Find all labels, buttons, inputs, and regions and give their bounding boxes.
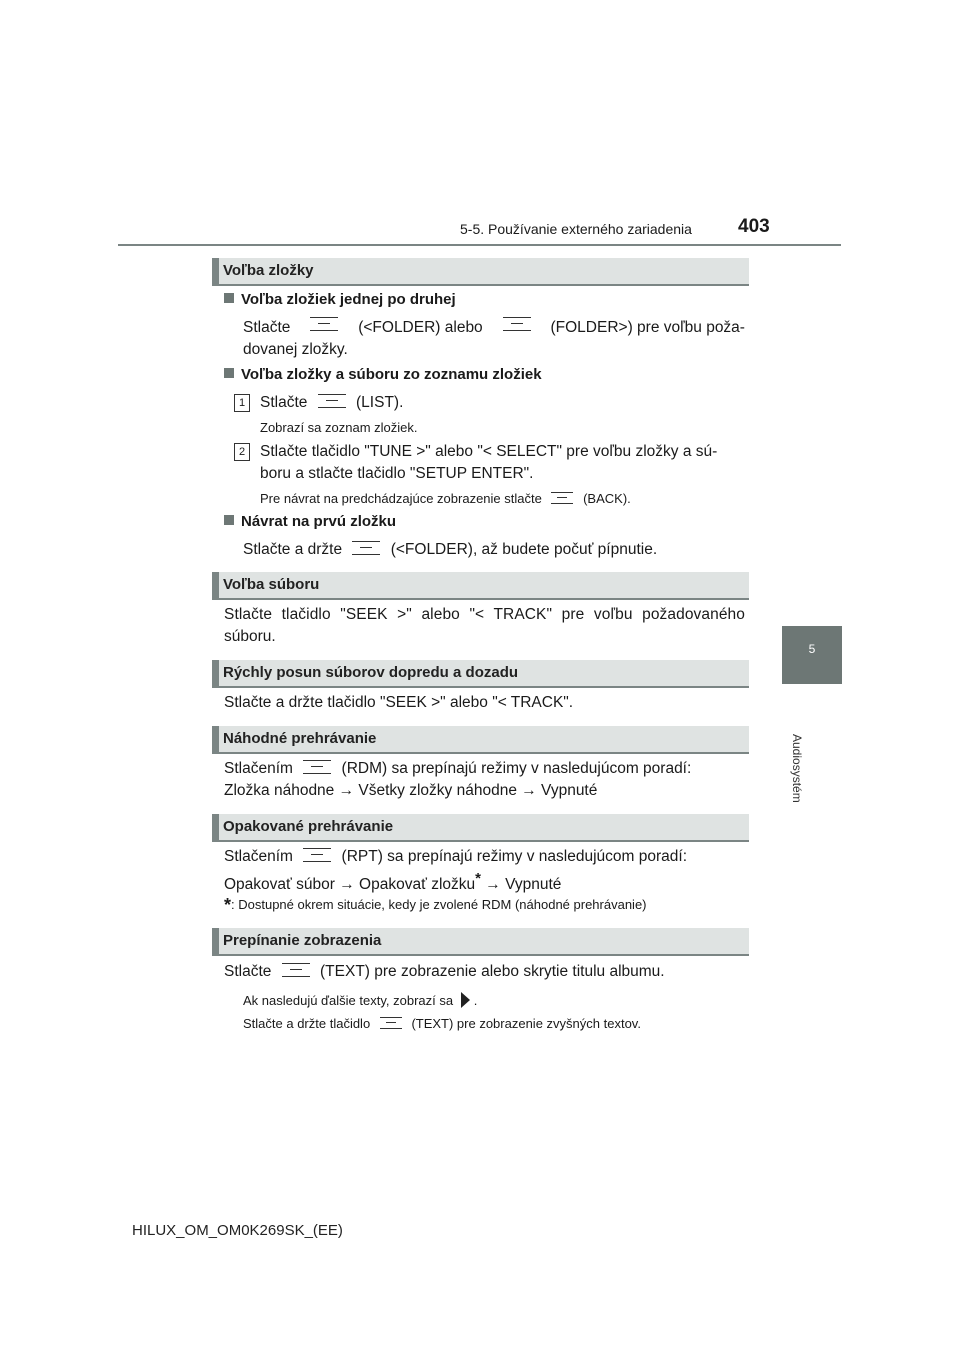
section-header-fast-forward bbox=[212, 660, 749, 688]
button-icon bbox=[310, 317, 338, 331]
text: : Dostupné okrem situácie, kedy je zvolené RDM (náhodné prehrávanie) bbox=[231, 897, 647, 912]
section-title: Opakované prehrávanie bbox=[223, 818, 394, 835]
text: Stlačte tlačidlo "SEEK >" alebo "< TRACK" pre voľbu požadovaného bbox=[224, 606, 745, 623]
square-bullet-icon bbox=[224, 293, 234, 303]
subheading-text: Voľba zložky a súboru zo zoznamu zložiek bbox=[241, 366, 542, 383]
paragraph-file-select bbox=[224, 604, 745, 648]
step-number-1: 1 bbox=[234, 394, 250, 412]
chapter-side-label bbox=[776, 692, 816, 803]
subheading-text: Návrat na prvú zložku bbox=[241, 513, 397, 530]
paragraph-fast-forward: Stlačte a držte tlačidlo "SEEK >" alebo "< TRACK". bbox=[224, 694, 574, 711]
text: (RDM) sa prepínajú režimy v nasledujúcom poradí: bbox=[341, 760, 692, 777]
text: (RPT) sa prepínajú režimy v nasledujúcom poradí: bbox=[341, 848, 687, 865]
asterisk: * bbox=[475, 870, 481, 887]
section-title: Prepínanie zobrazenia bbox=[223, 932, 382, 949]
paragraph-first-folder bbox=[243, 539, 657, 561]
note-hold-text bbox=[243, 1015, 641, 1033]
section-title: Rýchly posun súborov dopredu a dozadu bbox=[223, 664, 519, 681]
subheading-first-folder bbox=[224, 513, 396, 530]
text: Ak nasledujú ďalšie texty, zobrazí sa bbox=[243, 993, 454, 1008]
paragraph-display-switch bbox=[224, 961, 665, 983]
page-number: 403 bbox=[738, 216, 770, 237]
section-title: Voľba súboru bbox=[223, 576, 320, 593]
subheading-text: Voľba zložiek jednej po druhej bbox=[241, 291, 456, 308]
text: (<FOLDER), až budete počuť pípnutie. bbox=[390, 541, 658, 558]
section-header-folder-select bbox=[212, 258, 749, 286]
button-icon bbox=[318, 394, 346, 408]
subheading-folder-list bbox=[224, 366, 542, 383]
text: (LIST). bbox=[356, 394, 404, 411]
step-number-2: 2 bbox=[234, 443, 250, 461]
subheading-folder-one-by-one bbox=[224, 291, 456, 308]
square-bullet-icon bbox=[224, 515, 234, 525]
text: Stlačte a držte tlačidlo bbox=[243, 1016, 371, 1031]
button-icon bbox=[352, 541, 380, 555]
header-divider bbox=[118, 244, 841, 246]
button-icon bbox=[551, 492, 573, 504]
footnote-repeat bbox=[224, 896, 647, 914]
note-more-text bbox=[243, 992, 477, 1010]
button-icon bbox=[380, 1017, 402, 1029]
text: Stlačením bbox=[224, 848, 293, 865]
text: (FOLDER>) pre voľbu poža- bbox=[550, 319, 745, 336]
text: (TEXT) pre zobrazenie alebo skrytie titulu albumu. bbox=[320, 963, 665, 980]
text: Zložka náhodne → Všetky zložky náhodne → Vypnuté bbox=[224, 782, 598, 799]
text: (BACK). bbox=[583, 491, 631, 506]
button-icon bbox=[282, 963, 310, 977]
square-bullet-icon bbox=[224, 368, 234, 378]
chapter-tab-number: 5 bbox=[808, 642, 816, 656]
section-title: Náhodné prehrávanie bbox=[223, 730, 377, 747]
step-1-text bbox=[260, 392, 403, 414]
text: Opakovať súbor → Opakovať zložku bbox=[224, 876, 476, 894]
text: Stlačte bbox=[224, 963, 272, 980]
section-header-repeat bbox=[212, 814, 749, 842]
paragraph-random bbox=[224, 758, 691, 802]
button-icon bbox=[303, 760, 331, 774]
paragraph-folder-one-by-one bbox=[243, 317, 745, 361]
text: boru a stlačte tlačidlo "SETUP ENTER". bbox=[260, 465, 534, 482]
document-code: HILUX_OM_OM0K269SK_(EE) bbox=[132, 1222, 343, 1239]
text: (<FOLDER) alebo bbox=[358, 319, 483, 336]
play-arrow-icon bbox=[461, 992, 470, 1008]
text: Pre návrat na predchádzajúce zobrazenie stlačte bbox=[260, 491, 542, 506]
asterisk: * bbox=[224, 895, 232, 915]
text: → Vypnuté bbox=[485, 876, 562, 894]
section-title: Voľba zložky bbox=[223, 262, 314, 279]
button-icon bbox=[503, 317, 531, 331]
text: . bbox=[473, 993, 478, 1008]
section-header-display-switch bbox=[212, 928, 749, 956]
text: Stlačte bbox=[260, 394, 308, 411]
step-2-note bbox=[260, 490, 631, 508]
text: Stlačte a držte bbox=[243, 541, 343, 558]
chapter-side-label-text: Audiosystém bbox=[790, 734, 804, 803]
chapter-tab bbox=[782, 626, 842, 684]
button-icon bbox=[303, 848, 331, 862]
text: dovanej zložky. bbox=[243, 341, 348, 358]
step-2-text bbox=[260, 441, 745, 485]
text: súboru. bbox=[224, 628, 276, 645]
step-1-note: Zobrazí sa zoznam zložiek. bbox=[260, 420, 418, 435]
section-header-file-select bbox=[212, 572, 749, 600]
text: (TEXT) pre zobrazenie zvyšných textov. bbox=[411, 1016, 641, 1031]
chapter-title: 5-5. Používanie externého zariadenia bbox=[460, 221, 692, 237]
section-header-random bbox=[212, 726, 749, 754]
text: Stlačením bbox=[224, 760, 293, 777]
text: Stlačte tlačidlo "TUNE >" alebo "< SELECT" pre voľbu zložky a sú- bbox=[260, 443, 718, 460]
text: Stlačte bbox=[243, 319, 291, 336]
paragraph-repeat bbox=[224, 846, 687, 896]
